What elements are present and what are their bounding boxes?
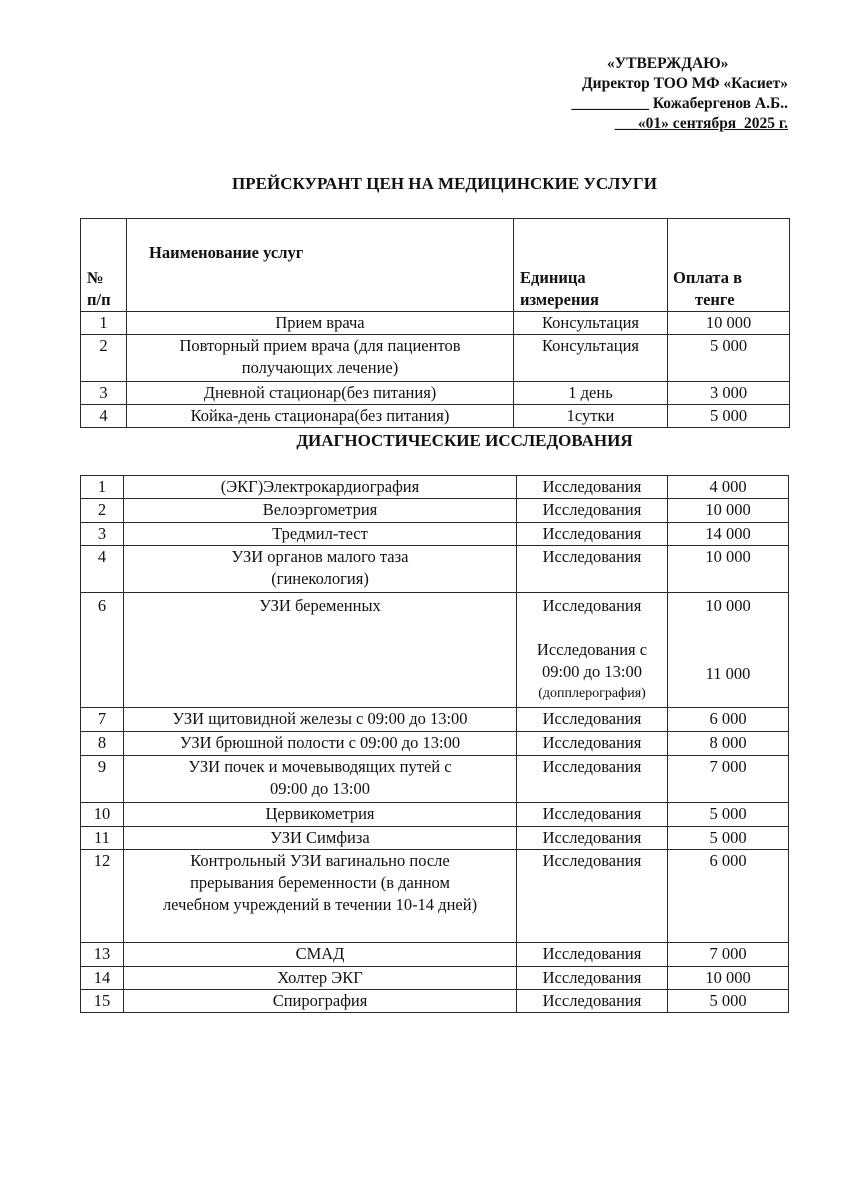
table-row bbox=[81, 732, 789, 756]
header-name: Наименование услуг bbox=[127, 219, 514, 312]
table-row bbox=[81, 335, 790, 382]
row-num: 9 bbox=[81, 756, 124, 803]
row-price: 5 000 bbox=[668, 803, 789, 827]
row-unit: Исследования bbox=[517, 943, 668, 967]
row-price: 8 000 bbox=[668, 732, 789, 756]
row-price: 14 000 bbox=[668, 523, 789, 546]
approval-block bbox=[571, 54, 788, 134]
row-name: УЗИ беременных bbox=[124, 593, 517, 708]
row-name: Койка-день стационара(без питания) bbox=[127, 405, 514, 428]
row-num: 6 bbox=[81, 593, 124, 708]
row-name: Холтер ЭКГ bbox=[124, 967, 517, 990]
row-unit: 1сутки bbox=[514, 405, 668, 428]
price-primary: 10 000 bbox=[705, 596, 751, 615]
header-num: № п/п bbox=[81, 219, 127, 312]
row-price: 10 000 bbox=[668, 499, 789, 523]
row-name: Прием врача bbox=[127, 312, 514, 335]
row-price bbox=[668, 593, 789, 708]
row-num: 4 bbox=[81, 405, 127, 428]
table-row bbox=[81, 523, 789, 546]
price-doppler: 11 000 bbox=[705, 664, 751, 683]
row-unit: Исследования bbox=[517, 850, 668, 943]
row-num: 12 bbox=[81, 850, 124, 943]
approval-signature bbox=[571, 94, 788, 114]
row-price: 6 000 bbox=[668, 708, 789, 732]
row-name: УЗИ Симфиза bbox=[124, 827, 517, 850]
row-num: 13 bbox=[81, 943, 124, 967]
row-price: 5 000 bbox=[668, 827, 789, 850]
row-price: 5 000 bbox=[668, 335, 790, 382]
row-name: Повторный прием врача (для пациентов получающих лечение) bbox=[127, 335, 514, 382]
row-name: Спирография bbox=[124, 990, 517, 1013]
table-row bbox=[81, 803, 789, 827]
approval-heading: «УТВЕРЖДАЮ» bbox=[606, 55, 729, 72]
row-unit: Исследования bbox=[517, 546, 668, 593]
table-row bbox=[81, 405, 790, 428]
row-num: 7 bbox=[81, 708, 124, 732]
table-row bbox=[81, 312, 790, 335]
row-name: УЗИ органов малого таза (гинекология) bbox=[124, 546, 517, 593]
section-title-diagnostics: ДИАГНОСТИЧЕСКИЕ ИССЛЕДОВАНИЯ bbox=[296, 431, 633, 450]
row-unit: Исследования bbox=[517, 499, 668, 523]
row-unit: Исследования bbox=[517, 827, 668, 850]
row-name: УЗИ почек и мочевыводящих путей с 09:00 до 13:00 bbox=[124, 756, 517, 803]
row-name: Контрольный УЗИ вагинально после прерывания беременности (в данном лечебном учреждений в течении 10-14 дней) bbox=[124, 850, 517, 943]
unit-doppler: Исследования с 09:00 до 13:00 bbox=[536, 640, 648, 681]
signature-line: __________ bbox=[571, 95, 649, 112]
table-row bbox=[81, 708, 789, 732]
row-num: 10 bbox=[81, 803, 124, 827]
row-name: (ЭКГ)Электрокардиография bbox=[124, 476, 517, 499]
table-row bbox=[81, 546, 789, 593]
row-price: 7 000 bbox=[668, 756, 789, 803]
row-num: 2 bbox=[81, 335, 127, 382]
row-unit: Исследования bbox=[517, 990, 668, 1013]
row-price: 10 000 bbox=[668, 546, 789, 593]
row-unit: Исследования bbox=[517, 476, 668, 499]
diagnostics-table bbox=[80, 475, 789, 1013]
director-name: Кожабергенов А.Б.. bbox=[648, 95, 788, 112]
table-row bbox=[81, 827, 789, 850]
row-num: 3 bbox=[81, 382, 127, 405]
row-num: 14 bbox=[81, 967, 124, 990]
row-name: СМАД bbox=[124, 943, 517, 967]
row-name: Цервикометрия bbox=[124, 803, 517, 827]
row-price: 5 000 bbox=[668, 405, 790, 428]
row-num: 1 bbox=[81, 312, 127, 335]
row-num: 1 bbox=[81, 476, 124, 499]
table-row bbox=[81, 476, 789, 499]
row-price: 4 000 bbox=[668, 476, 789, 499]
row-name: Тредмил-тест bbox=[124, 523, 517, 546]
table-row bbox=[81, 499, 789, 523]
table-row bbox=[81, 850, 789, 943]
row-num: 2 bbox=[81, 499, 124, 523]
row-price: 10 000 bbox=[668, 967, 789, 990]
table-row bbox=[81, 382, 790, 405]
row-price: 6 000 bbox=[668, 850, 789, 943]
row-num: 3 bbox=[81, 523, 124, 546]
row-price: 3 000 bbox=[668, 382, 790, 405]
table-row bbox=[81, 593, 789, 708]
row-num: 8 bbox=[81, 732, 124, 756]
header-price: Оплата в тенге bbox=[668, 219, 790, 312]
approval-director: Директор ТОО МФ «Касиет» bbox=[581, 75, 788, 92]
table-row bbox=[81, 990, 789, 1013]
table-row bbox=[81, 756, 789, 803]
services-table bbox=[80, 218, 790, 428]
row-unit: Консультация bbox=[514, 335, 668, 382]
unit-primary: Исследования bbox=[542, 596, 642, 615]
row-price: 5 000 bbox=[668, 990, 789, 1013]
header-unit: Единица измерения bbox=[514, 219, 668, 312]
row-price: 7 000 bbox=[668, 943, 789, 967]
row-name: Дневной стационар(без питания) bbox=[127, 382, 514, 405]
row-num: 4 bbox=[81, 546, 124, 593]
row-unit: Исследования bbox=[517, 756, 668, 803]
row-name: Велоэргометрия bbox=[124, 499, 517, 523]
row-price: 10 000 bbox=[668, 312, 790, 335]
row-unit: Исследования bbox=[517, 708, 668, 732]
unit-doppler-note: (допплерография) bbox=[538, 686, 646, 701]
page-title: ПРЕЙСКУРАНТ ЦЕН НА МЕДИЦИНСКИЕ УСЛУГИ bbox=[232, 174, 657, 193]
row-unit: Исследования bbox=[517, 803, 668, 827]
table-row bbox=[81, 943, 789, 967]
row-name: УЗИ щитовидной железы с 09:00 до 13:00 bbox=[124, 708, 517, 732]
row-unit: Исследования bbox=[517, 732, 668, 756]
row-name: УЗИ брюшной полости с 09:00 до 13:00 bbox=[124, 732, 517, 756]
row-unit: Исследования bbox=[517, 967, 668, 990]
row-unit: Исследования bbox=[517, 523, 668, 546]
row-unit: 1 день bbox=[514, 382, 668, 405]
row-num: 15 bbox=[81, 990, 124, 1013]
table-header-row bbox=[81, 219, 790, 312]
approval-date: ___«01» сентября 2025 г. bbox=[614, 115, 788, 132]
table-row bbox=[81, 967, 789, 990]
row-num: 11 bbox=[81, 827, 124, 850]
row-unit: Консультация bbox=[514, 312, 668, 335]
row-unit bbox=[517, 593, 668, 708]
